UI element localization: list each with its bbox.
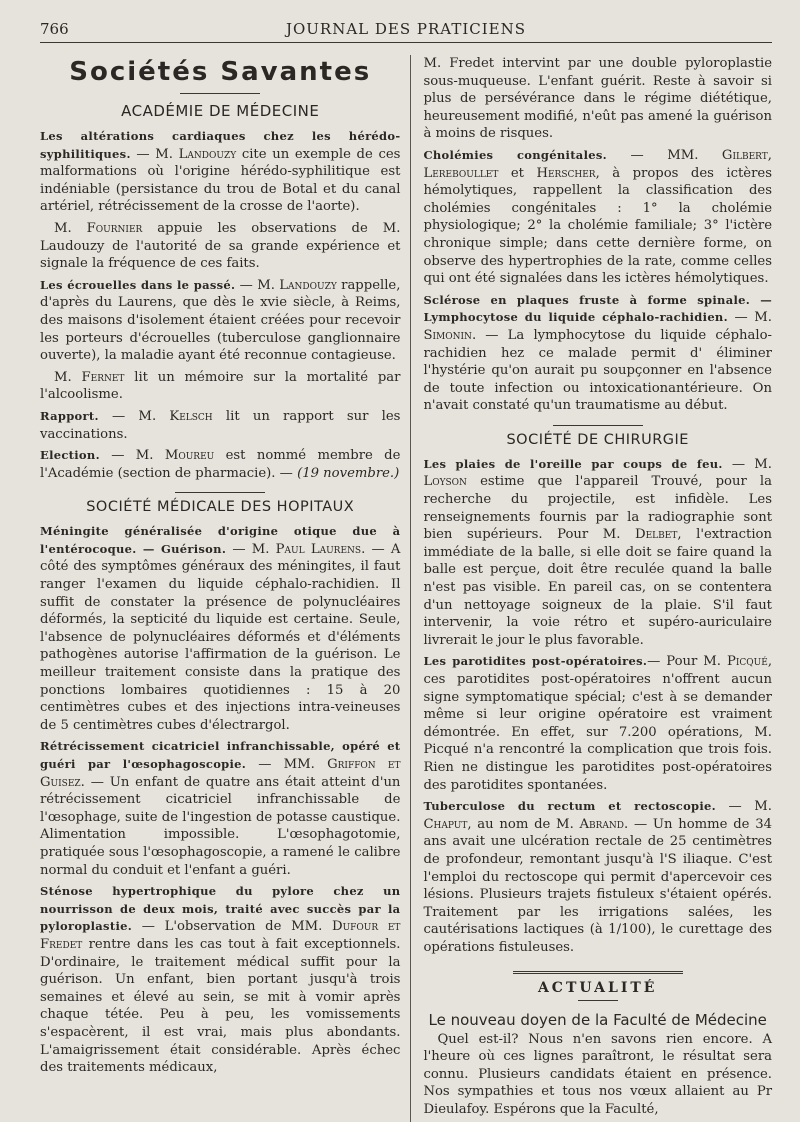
- person-name: Moureu: [164, 448, 215, 464]
- person-name: Herscher: [536, 165, 596, 181]
- paragraph-stenose: Sténose hypertrophique du pylore chez un nourrisson de deux mois, traité avec succès par la pyloroplastie. — L'observation de MM. Dufour et Fredet rentre dans les cas tout à fait exceptionnels. D'ordinaire, le traitement médical suffit pour la guérison. Un enfant, bien portant jusqu'à trois semaines et élevé au sein, se mit à vomir après chaque tétée. Peu à peu, les vomissements s'espacèrent, il est vrai, mais plus abondants. L'amaigrissement était considérable. Après échec des traitements médicaux,: [40, 884, 401, 1076]
- section-title-hopitaux: SOCIÉTÉ MÉDICALE DES HOPITAUX: [86, 499, 355, 516]
- section-title-chirurgie: SOCIÉTÉ DE CHIRURGIE: [506, 431, 689, 448]
- subheading: Les altérations cardiaques chez les hérédo-syphilitiques.: [40, 129, 401, 161]
- left-column: [40, 55, 411, 1122]
- subheading: Les plaies de l'oreille par coups de feu.: [423, 456, 723, 471]
- subheading: Tuberculose du rectum et rectoscopie.: [423, 799, 716, 814]
- journal-title: JOURNAL DES PRATICIENS: [285, 20, 527, 38]
- actualite-label: ACTUALITÉ: [537, 979, 658, 996]
- subheading: Les écrouelles dans le passé.: [40, 277, 236, 292]
- person-name: Landouzy: [279, 277, 337, 293]
- paragraph-plaies: Les plaies de l'oreille par coups de feu. — M. Loyson estime que l'appareil Trouvé, pour la recherche du projectile, est infidèle. Les renseignements fournis par la radiographie sont bien supérieurs. Pour M. Delbet, l'extraction immédiate de la balle, si elle doit se faire quand la balle est perçue, doit être reculée quand la balle n'est pas visible. En pareil cas, on se contentera d'un nettoyage soigneux de la plaie. S'il faut intervenir, la voie rétro et supéro-auriculaire livrerait le jour le plus favorable.: [423, 456, 772, 648]
- main-title: Sociétés Savantes: [69, 57, 372, 87]
- person-name: Loyson: [423, 474, 467, 490]
- paragraph-doyen: Quel est-il? Nous n'en savons rien encore. A l'heure où ces lignes paraîtront, le résultat sera connu. Plusieurs candidats étaient en présence. Nos sympathies et tous nos vœux allaient au Pr Dieulafoy. Espérons que la Faculté,: [423, 1031, 772, 1117]
- page-number: 766: [40, 20, 69, 38]
- person-name: Gilbert, Lereboullet: [423, 147, 772, 181]
- subheading: Rapport.: [40, 408, 99, 423]
- paragraph-retrecissement: Rétrécissement cicatriciel infranchissable, opéré et guéri par l'œsophagoscopie. — MM. Griffon et Guisez. — Un enfant de quatre ans était atteint d'un rétrécissement cicatriciel infranchissable de l'œsophage, suite de l'ingestion de potasse caustique. Alimentation impossible. L'œsophagotomie, pratiquée sous l'œsophagoscopie, a ramené le calibre normal du conduit et l'enfant a guéri.: [40, 739, 401, 878]
- title-rule: [180, 93, 260, 94]
- page-header: [40, 18, 772, 43]
- person-name: Landouzy: [178, 146, 237, 162]
- person-name: Picqué: [726, 654, 768, 670]
- person-name: Dufour et Fredet: [40, 919, 401, 952]
- paragraph-ecrouelles: Les écrouelles dans le passé. — M. Landouzy rappelle, d'après du Laurens, que dès le xvie siècle, à Reims, des maisons d'isolement étaient créées pour recevoir les porteurs d'écrouelles (tuberculose ganglionnaire ouverte), la maladie ayant été reconnue contagieuse.: [40, 277, 401, 364]
- paragraph-election: Election. — M. Moureu est nommé membre de l'Académie (section de pharmacie). — (19 novembre.): [40, 448, 401, 481]
- subheading: Cholémies congénitales.: [423, 147, 607, 162]
- section-title-academie: ACADÉMIE DE MÉDECINE: [121, 102, 320, 120]
- subheading: Election.: [40, 448, 100, 463]
- paragraph-cardiaques: Les altérations cardiaques chez les hérédo-syphilitiques. — M. Landouzy cite un exemple de ces malformations où l'origine hérédo-syphilitique est indéniable (persistance du trou de Botal et du canal artériel, rétrécissement de la crosse de l'aorte).: [40, 129, 401, 215]
- subheading: Sténose hypertrophique du pylore chez un nourrisson de deux mois, traité avec succès par la pyloroplastie.: [40, 884, 401, 934]
- subheading: Rétrécissement cicatriciel infranchissable, opéré et guéri par l'œsophagoscopie.: [40, 739, 401, 771]
- paragraph-rapport: Rapport. — M. Kelsch lit un rapport sur les vaccinations.: [40, 408, 401, 442]
- person-name: Abrand: [579, 816, 625, 832]
- person-name: Fournier: [86, 220, 143, 236]
- person-name: Kelsch: [169, 408, 213, 424]
- section-rule: [175, 492, 265, 493]
- paragraph-fernet: M. Fernet lit un mémoire sur la mortalité par l'alcoolisme.: [40, 369, 401, 403]
- person-name: Simonin: [423, 327, 472, 343]
- person-name: Fernet: [81, 369, 125, 385]
- actualite-rule: [513, 971, 683, 974]
- date: (19 novembre.): [297, 465, 400, 481]
- person-name: Griffon et Guisez: [40, 757, 401, 790]
- person-name: Paul Laurens: [275, 541, 362, 557]
- subheading: Sclérose en plaques fruste à forme spinale. — Lymphocytose du liquide céphalo-rachidien.: [423, 292, 772, 325]
- subheading: Les parotidites post-opératoires.: [423, 654, 648, 669]
- right-column: [423, 55, 772, 1122]
- section-rule: [553, 425, 643, 426]
- subheading: Méningite généralisée d'origine otique due à l'entérocoque. — Guérison.: [40, 524, 401, 556]
- person-name: Delbet: [635, 527, 678, 543]
- paragraph-tuberculose: Tuberculose du rectum et rectoscopie. — M. Chaput, au nom de M. Abrand. — Un homme de 34 ans avait une ulcération rectale de 25 centimètres de profondeur, remontant jusqu'à l'S iliaque. C'est l'emploi du rectoscope qui permit d'apercevoir ces lésions. Plusieurs trajets fistuleux s'étaient opérés. Traitement par les irrigations salées, les cautérisations lactiques (à 1/100), le curettage des opérations fistuleuses.: [423, 799, 772, 955]
- paragraph-cholemies: Cholémies congénitales. — MM. Gilbert, Lereboullet et Herscher, à propos des ictères hémolytiques, rappellent la classification des cholémies congénitales : 1° la cholémie physiologique; 2° la cholémie familiale; 3° l'ictère chronique simple; dans cette dernière forme, on observe des hypertrophies de la rate, comme celles qui ont été signalées dans les ictères hémolytiques.: [423, 147, 772, 287]
- person-name: Chaput: [423, 816, 468, 832]
- paragraph-continuation: M. Fredet intervint par une double pyloroplastie sous-muqueuse. L'enfant guérit. Reste à savoir si plus de persévérance dans le régime diététique, heureusement modifié, n'eût pas amené la guérison à moins de risques.: [423, 56, 772, 142]
- news-title: Le nouveau doyen de la Faculté de Médecine: [428, 1010, 767, 1029]
- paragraph-parotidites: Les parotidites post-opératoires.— Pour M. Picqué, ces parotidites post-opératoires n'offrent aucun signe symptomatique spécial; c'est à se demander même si leur origine opératoire est vraiment démontrée. En effet, sur 7.200 opérations, M. Picqué n'a rencontré la complication que trois fois. Rien ne distingue les parotidites post-opératoires des parotidites spontanées.: [423, 654, 773, 793]
- actualite-subrule: [578, 1000, 618, 1001]
- paragraph-fournier: M. Fournier appuie les observations de M. Laudouzy de l'autorité de sa grande expérience et signale la fréquence de ces faits.: [40, 220, 401, 272]
- paragraph-sclerose: Sclérose en plaques fruste à forme spinale. — Lymphocytose du liquide céphalo-rachidien. — M. Simonin. — La lymphocytose du liquide céphalo-rachidien hez ce malade permit d' éliminer l'hystérie qu'on aurait pu soupçonner en l'absence de toute infection ou intoxicationantérieure. On n'avait constaté qu'un traumatisme au début.: [423, 292, 773, 414]
- paragraph-meningite: Méningite généralisée d'origine otique due à l'entérocoque. — Guérison. — M. Paul Laurens. — A côté des symptômes généraux des méningites, il faut ranger l'examen du liquide céphalo-rachidien. Il suffit de constater la présence de polynucléaires déformés, la septicité du liquide est certaine. Seule, l'absence de polynucléaires déformés et d'éléments pathogènes autorise l'affirmation de la guérison. Le meilleur traitement consiste dans la pratique des ponctions lombaires quotidiennes : 15 à 20 centimètres cubes et des injections intra-veineuses de 5 centimètres cubes d'électrargol.: [40, 524, 401, 733]
